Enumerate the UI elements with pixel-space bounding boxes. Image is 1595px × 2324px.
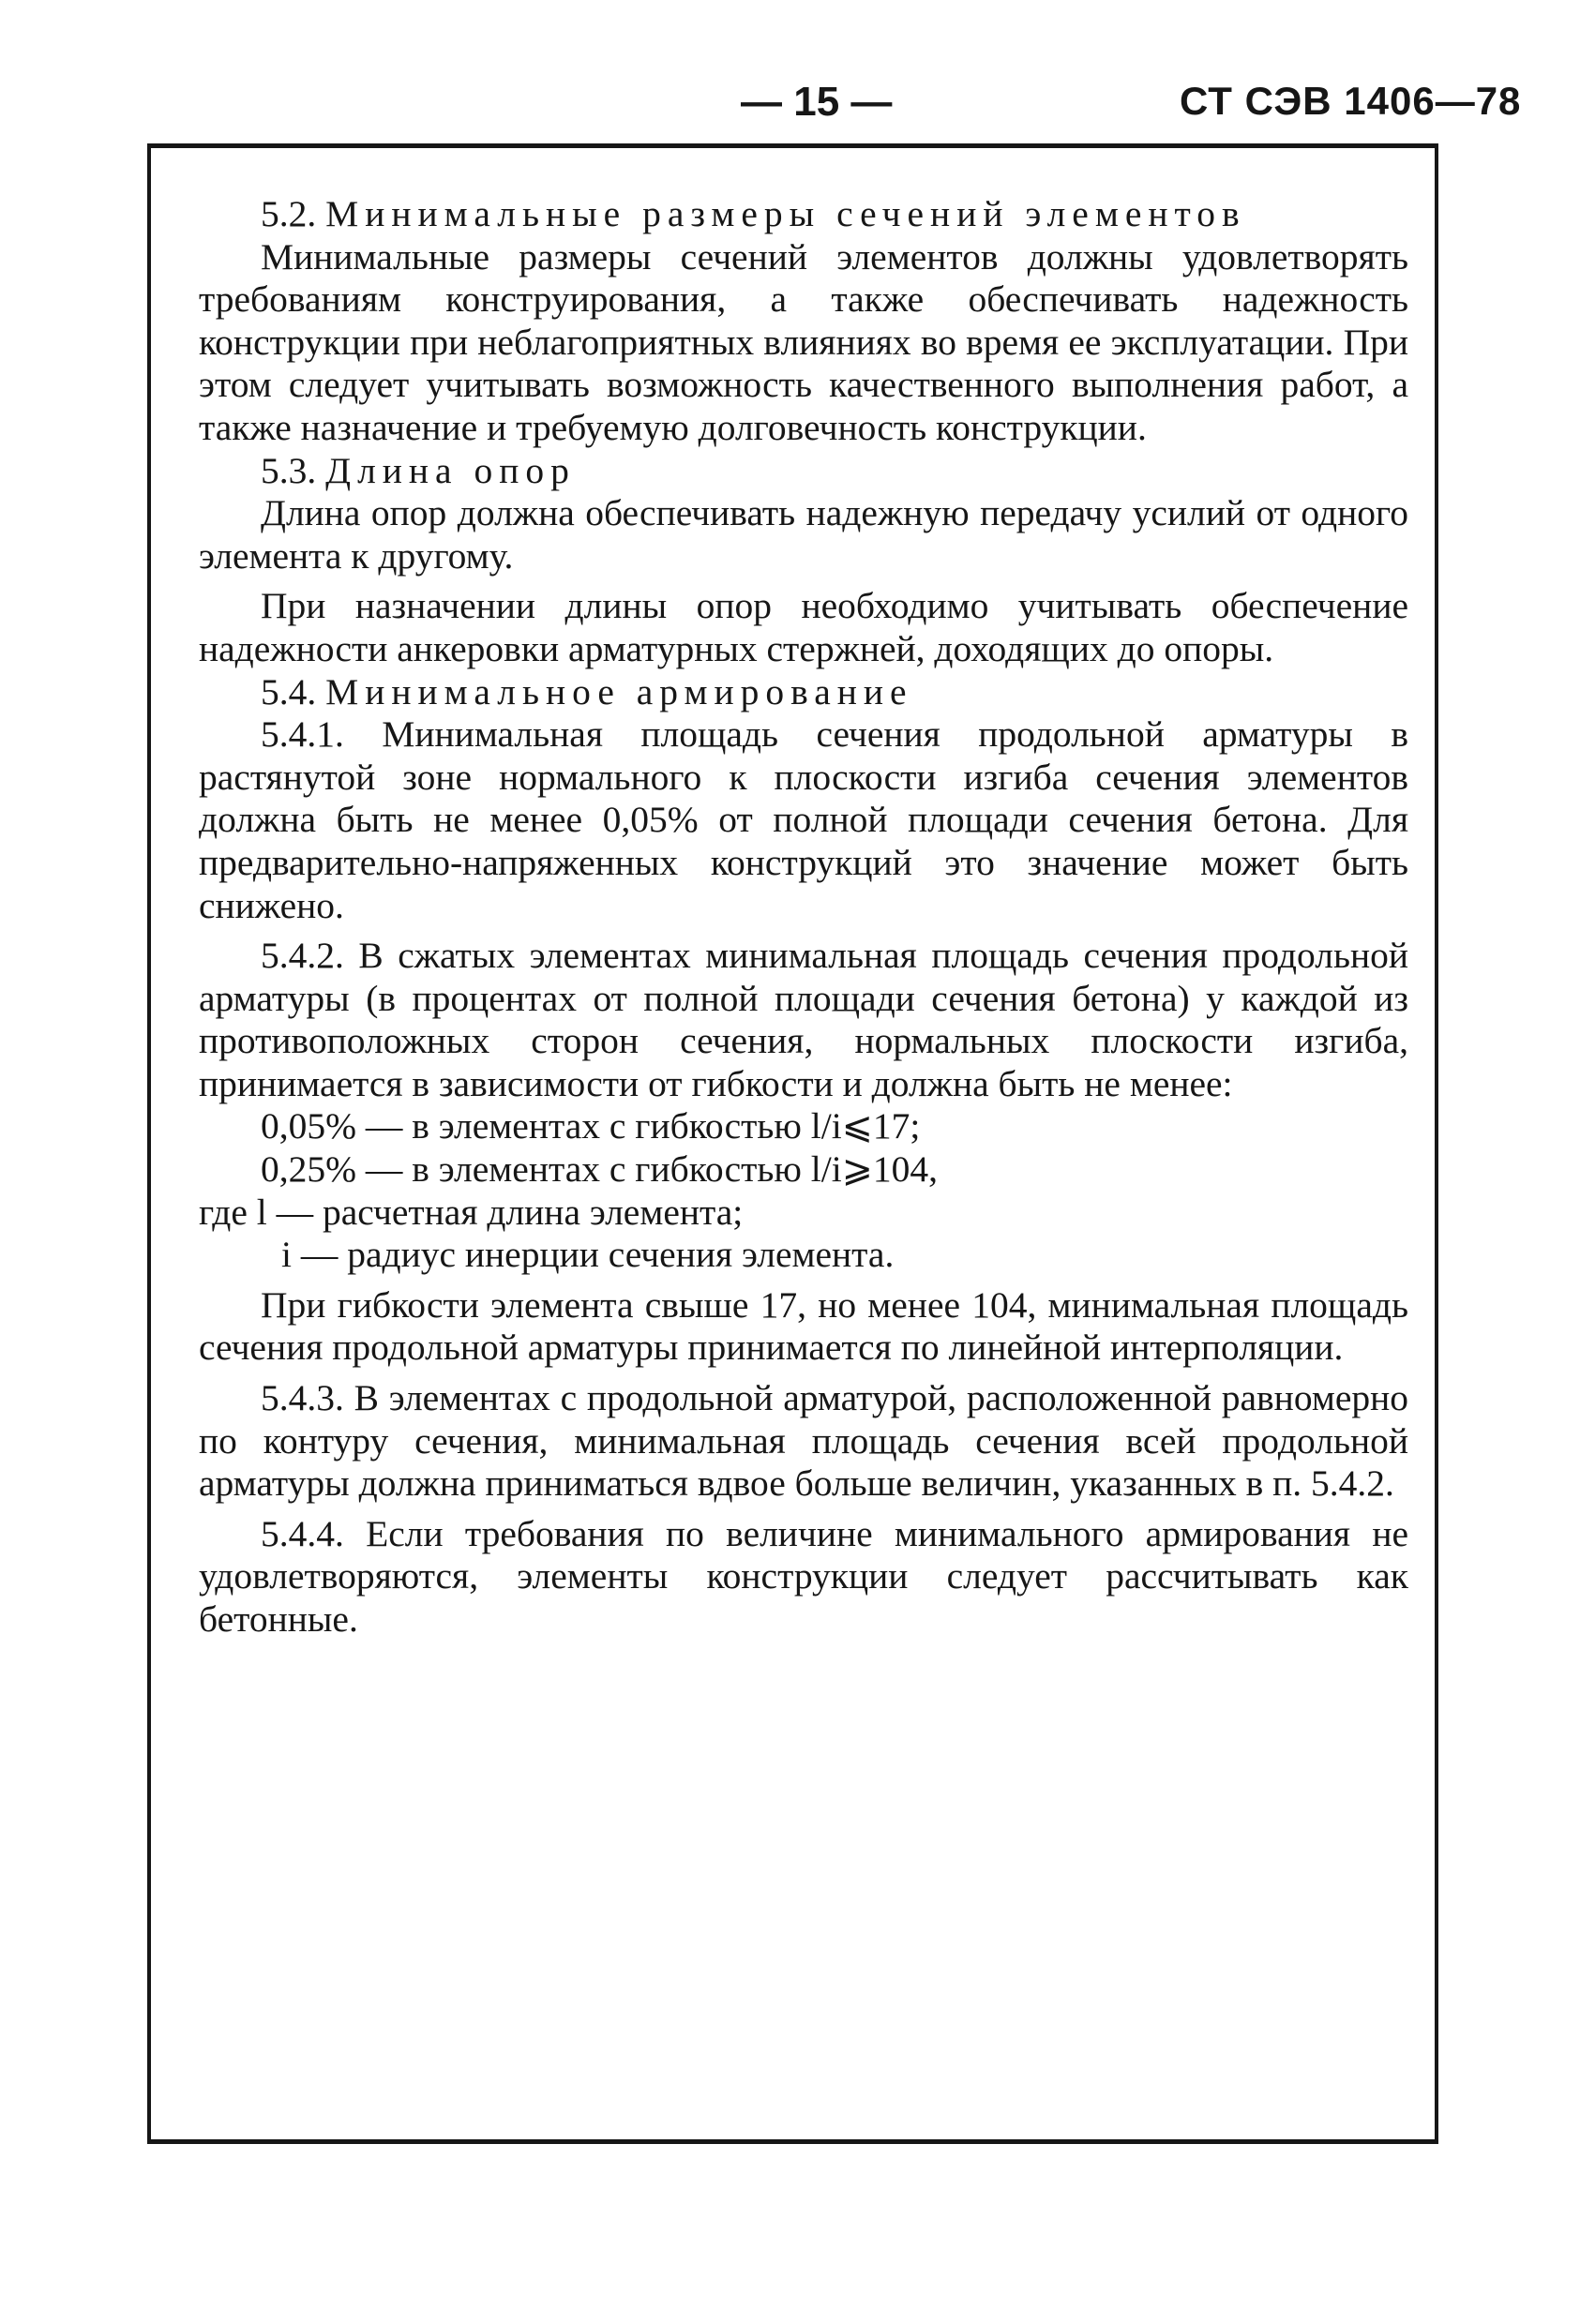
section-5-2-heading — [199, 193, 1408, 236]
section-number: 5.2. — [261, 193, 317, 234]
standard-code: СТ СЭВ 1406—78 — [1180, 79, 1522, 123]
section-5-4-heading — [199, 671, 1408, 714]
section-title: Минимальное армирование — [325, 670, 913, 712]
paragraph: Длина опор должна обеспечивать надежную передачу усилий от одного элемента к другому. — [199, 492, 1408, 577]
formula-where: i — радиус инерции сечения элемента. — [281, 1234, 895, 1276]
document-body — [199, 193, 1408, 1642]
paragraph: При назначении длины опор необходимо учитывать обеспечение надежности анкеровки арматурных стержней, доходящих до опоры. — [199, 585, 1408, 669]
paragraph: 5.4.3. В элементах с продольной арматурой, расположенной равномерно по контуру сечения, минимальная площадь сечения всей продольной арматуры должна приниматься вдвое больше величин, указанных в п. 5.4.2. — [199, 1377, 1408, 1505]
formula-line: 0,25% — в элементах с гибкостью l/i⩾104, — [261, 1148, 938, 1191]
section-title: Длина опор — [325, 449, 576, 491]
section-title: Минимальные размеры сечений элементов — [325, 193, 1246, 234]
page-header — [0, 79, 1595, 135]
section-5-3-heading — [199, 450, 1408, 493]
formula-where: где l — расчетная длина элемента; — [199, 1191, 744, 1233]
section-number: 5.3. — [261, 449, 317, 491]
paragraph: При гибкости элемента свыше 17, но менее 104, минимальная площадь сечения продольной арматуры принимается по линейной интерполяции. — [199, 1283, 1408, 1369]
paragraph: 5.4.1. Минимальная площадь сечения продольной арматуры в растянутой зоне нормального к плоскости изгиба сечения элементов должна быть не менее 0,05% от полной площади сечения бетона. Для предварительно-напряженных конструкций это значение может быть снижено. — [199, 713, 1408, 926]
paragraph: 5.4.4. Если требования по величине минимального армирования не удовлетворяются, элементы конструкции следует рассчитывать как бетонные. — [199, 1512, 1408, 1640]
section-number: 5.4. — [261, 670, 317, 712]
paragraph: Минимальные размеры сечений элементов должны удовлетворять требованиям конструирования, а также обеспечивать надежность конструкции при неблагоприятных влияниях во время ее эксплуатации. При этом следует учитывать возможность качественного выполнения работ, а также назначение и требуемую долговечность конструкции. — [199, 235, 1408, 448]
paragraph: 5.4.2. В сжатых элементах минимальная площадь сечения продольной арматуры (в процентах от полной площади сечения бетона) у каждой из противоположных сторон сечения, нормальных плоскости изгиба, принимается в зависимости от гибкости и должна быть не менее: — [199, 935, 1408, 1104]
formula-line: 0,05% — в элементах с гибкостью l/i⩽17; — [261, 1105, 921, 1147]
page-number: — 15 — — [741, 79, 893, 125]
